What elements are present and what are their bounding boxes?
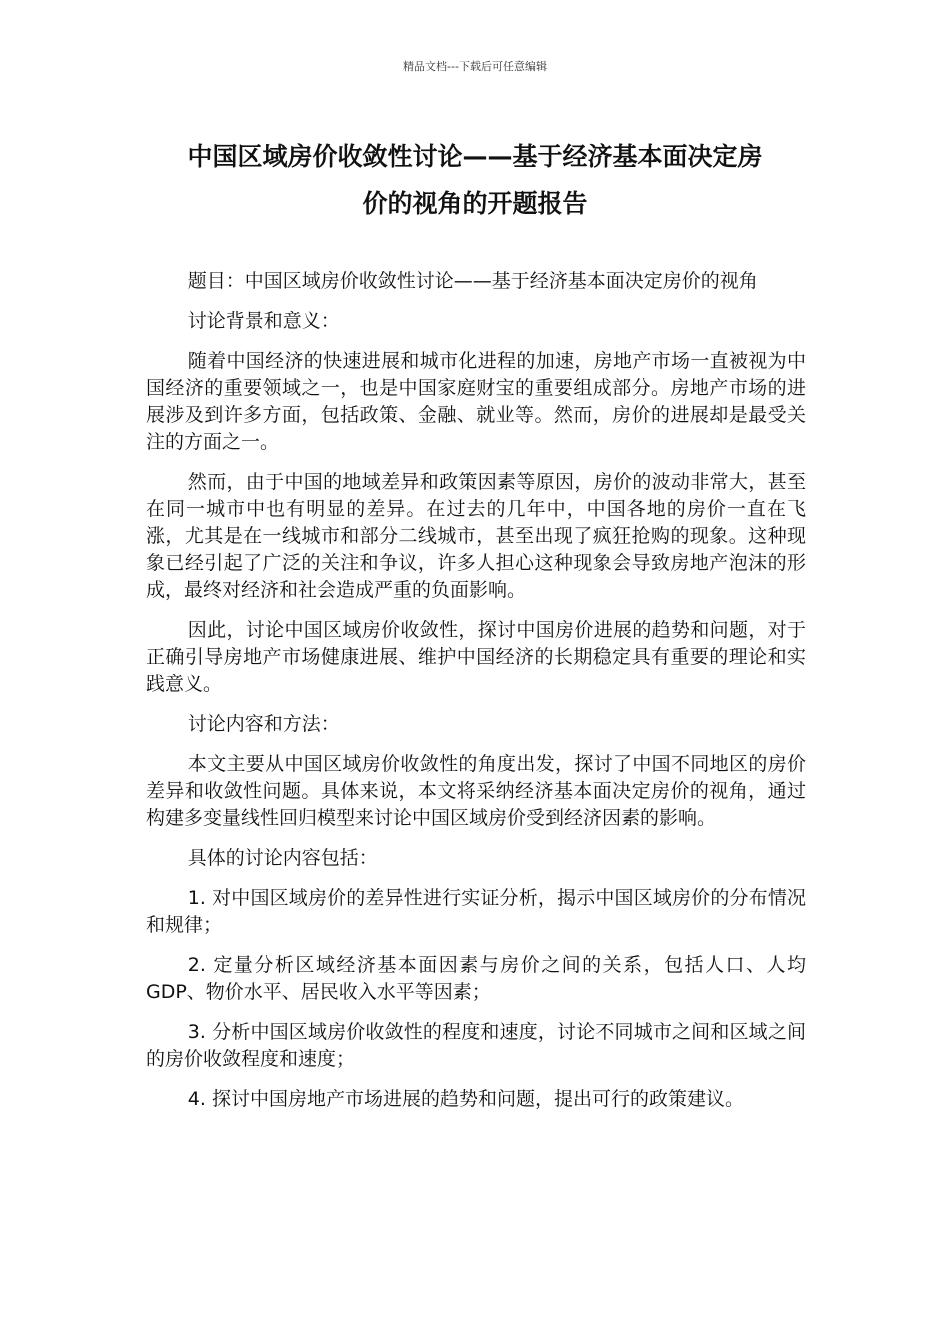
- document-body: [146, 268, 806, 1126]
- document-title: [140, 133, 810, 227]
- content-heading: 讨论内容和方法：: [187, 713, 340, 735]
- topic-paragraph: 题目：中国区域房价收敛性讨论——基于经济基本面决定房价的视角: [187, 270, 758, 292]
- title-line-2: 价的视角的开题报告: [362, 189, 588, 218]
- content-list-heading: 具体的讨论内容包括：: [187, 847, 378, 869]
- list-item-2: 2. 定量分析区域经济基本面因素与房价之间的关系，包括人口、人均 GDP、物价水平、居民收入水平等因素；: [146, 954, 806, 1003]
- background-paragraph-3: 因此，讨论中国区域房价收敛性，探讨中国房价进展的趋势和问题，对于正确引导房地产市场健康进展、维护中国经济的长期稳定具有重要的理论和实践意义。: [146, 619, 806, 695]
- background-heading: 讨论背景和意义：: [187, 310, 340, 332]
- list-item-1: 1. 对中国区域房价的差异性进行实证分析，揭示中国区域房价的分布情况和规律；: [146, 887, 806, 936]
- background-paragraph-1: 随着中国经济的快速进展和城市化进程的加速，房地产市场一直被视为中国经济的重要领域之一，也是中国家庭财宝的重要组成部分。房地产市场的进展涉及到许多方面，包括政策、金融、就业等。然而，房价的进展却是最受关注的方面之一。: [146, 350, 806, 453]
- content-paragraph-1: 本文主要从中国区域房价收敛性的角度出发，探讨了中国不同地区的房价差异和收敛性问题。具体来说，本文将采纳经济基本面决定房价的视角，通过构建多变量线性回归模型来讨论中国区域房价受到经济因素的影响。: [146, 753, 806, 829]
- list-item-3: 3. 分析中国区域房价收敛性的程度和速度，讨论不同城市之间和区域之间的房价收敛程度和速度；: [146, 1021, 806, 1070]
- header-note: 精品文档---下载后可任意编辑: [403, 60, 547, 73]
- list-item-4: 4. 探讨中国房地产市场进展的趋势和问题，提出可行的政策建议。: [187, 1088, 744, 1110]
- title-line-1: 中国区域房价收敛性讨论——基于经济基本面决定房: [187, 142, 763, 171]
- background-paragraph-2: 然而，由于中国的地域差异和政策因素等原因，房价的波动非常大，甚至在同一城市中也有明显的差异。在过去的几年中，中国各地的房价一直在飞涨，尤其是在一线城市和部分二线城市，甚至出现了疯狂抢购的现象。这种现象已经引起了广泛的关注和争议，许多人担心这种现象会导致房地产泡沫的形成，最终对经济和社会造成严重的负面影响。: [146, 471, 806, 601]
